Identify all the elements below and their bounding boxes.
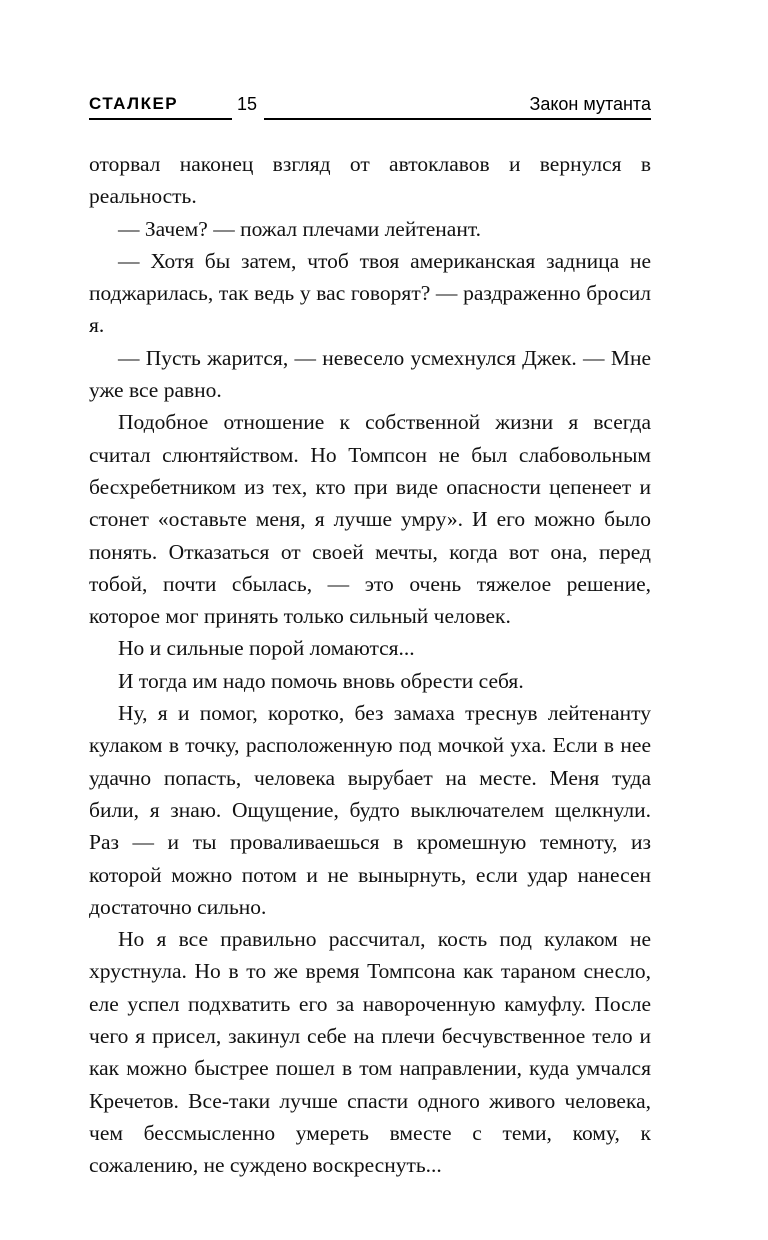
paragraph: Но и сильные порой ломаются...: [118, 636, 415, 661]
paragraph: И тогда им надо помочь вновь обрести себя.: [118, 668, 524, 693]
running-header: [89, 94, 651, 122]
paragraph: — Хотя бы затем, чтоб твоя американская задница не поджарилась, так ведь у вас говорят? — раздраженно бросил я.: [89, 248, 651, 338]
header-rule-right: [264, 118, 651, 120]
paragraph: — Пусть жарится, — невесело усмехнулся Джек. — Мне уже все равно.: [89, 345, 651, 403]
page-number: 15: [237, 94, 258, 114]
paragraph: Подобное отношение к собственной жизни я всегда считал слюнтяйством. Но Томпсон не был слабовольным бесхребетником из тех, кто при виде опасности цепенеет и стонет «оставьте меня, я лучше умру». И его можно было понять. Отказаться от своей мечты, когда вот она, перед тобой, почти сбылась, — это очень тяжелое решение, которое мог принять только сильный человек.: [89, 410, 651, 629]
body-text: [89, 148, 651, 1182]
series-title: СТАЛКЕР: [89, 94, 179, 113]
paragraph: — Зачем? — пожал плечами лейтенант.: [118, 216, 482, 241]
book-title: Закон мутанта: [529, 94, 651, 114]
header-rule-left: [89, 118, 232, 120]
paragraph: Но я все правильно рассчитал, кость под кулаком не хрустнула. Но в то же время Томпсона как тараном снесло, еле успел подхватить его за навороченную камуфлу. После чего я присел, закинул себе на плечи бесчувственное тело и как можно быстрее пошел в том направлении, куда умчался Кречетов. Все-таки лучше спасти одного живого человека, чем бессмысленно умереть вместе с теми, кому, к сожалению, не суждено воскреснуть...: [89, 927, 651, 1178]
paragraph: оторвал наконец взгляд от автоклавов и вернулся в реальность.: [89, 152, 651, 209]
paragraph: Ну, я и помог, коротко, без замаха треснув лейтенанту кулаком в точку, расположенную под мочкой уха. Если в нее удачно попасть, человека вырубает на месте. Меня туда били, я знаю. Ощущение, будто выключателем щелкнули. Раз — и ты проваливаешься в кромешную темноту, из которой можно потом и не вынырнуть, если удар нанесен достаточно сильно.: [89, 701, 651, 919]
